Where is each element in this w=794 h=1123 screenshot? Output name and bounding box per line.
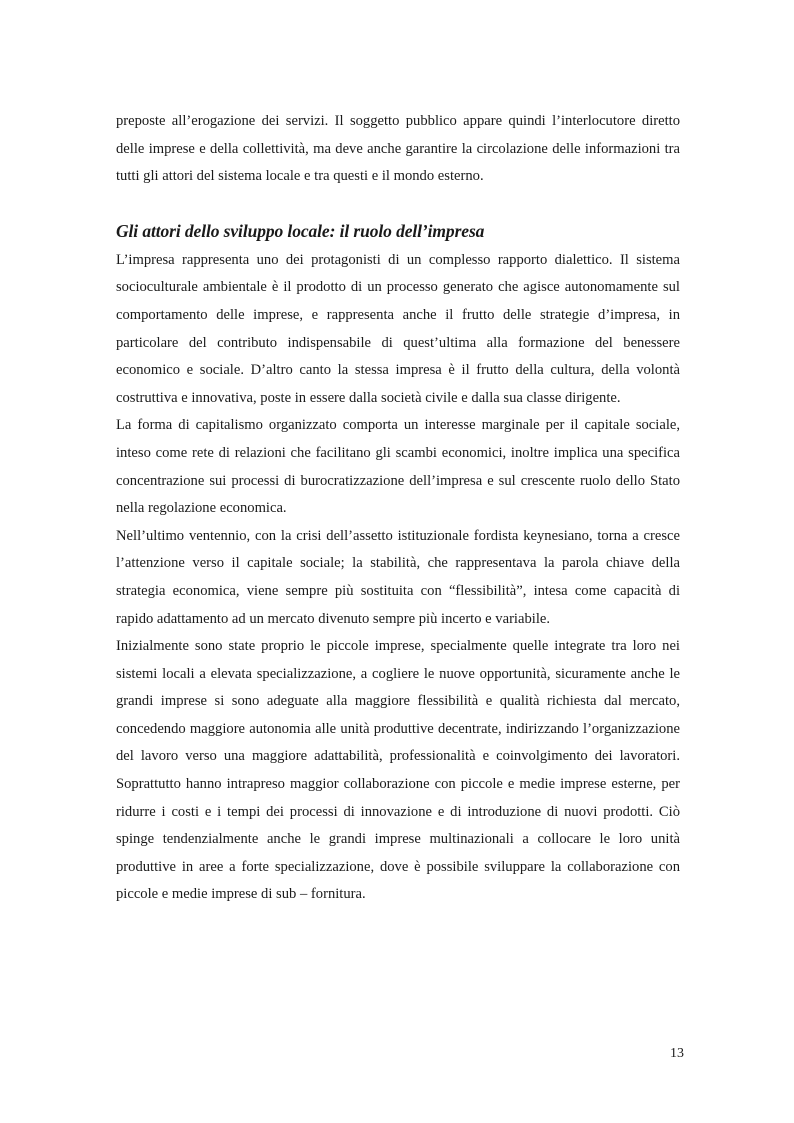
document-page (116, 108, 680, 909)
page-number: 13 (670, 1046, 684, 1061)
body-paragraph: L’impresa rappresenta uno dei protagonisti di un complesso rapporto dialettico. Il sistema socioculturale ambientale è il prodotto di un processo generato che agisce autonomamente sul comportamento delle imprese, e rappresenta anche il frutto delle strategie d’impresa, in particolare del contributo indispensabile di quest’ultima alla formazione del benessere economico e sociale. D’altro canto la stessa impresa è il frutto della cultura, della volontà costruttiva e innovativa, poste in essere dalla società civile e dalla sua classe dirigente. (116, 251, 680, 406)
body-paragraph: Inizialmente sono state proprio le piccole imprese, specialmente quelle integrate tra loro nei sistemi locali a elevata specializzazione, a cogliere le nuove opportunità, sicuramente anche le grandi imprese si sono adeguate alla maggiore flessibilità e qualità richiesta dal mercato, concedendo maggiore autonomia alle unità produttive decentrate, indirizzando l’organizzazione del lavoro verso una maggiore adattabilità, professionalità e coinvolgimento dei lavoratori. Soprattutto hanno intrapreso maggior collaborazione con piccole e medie imprese esterne, per ridurre i costi e i tempi dei processi di innovazione e di introduzione di nuovi prodotti. Ciò spinge tendenzialmente anche le grandi imprese multinazionali a collocare le loro unità produttive in aree a forte specializzazione, dove è possibile sviluppare la collaborazione con piccole e medie imprese di sub – fornitura. (116, 638, 680, 903)
intro-paragraph: preposte all’erogazione dei servizi. Il soggetto pubblico appare quindi l’interlocutore diretto delle imprese e della collettività, ma deve anche garantire la circolazione delle informazioni tra tutti gli attori del sistema locale e tra questi e il mondo esterno. (116, 113, 680, 185)
section-heading: Gli attori dello sviluppo locale: il ruolo dell’impresa (116, 220, 485, 241)
body-paragraph: La forma di capitalismo organizzato comporta un interesse marginale per il capitale sociale, inteso come rete di relazioni che facilitano gli scambi economici, inoltre implica una specifica concentrazione sui processi di burocratizzazione dell’impresa e sul crescente ruolo dello Stato nella regolazione economica. (116, 417, 680, 517)
body-paragraph: Nell’ultimo ventennio, con la crisi dell’assetto istituzionale fordista keynesiano, torna a cresce l’attenzione verso il capitale sociale; la stabilità, che rappresentava la parola chiave della strategia economica, viene sempre più sostituita con “flessibilità”, intesa come capacità di rapido adattamento ad un mercato divenuto sempre più incerto e variabile. (116, 527, 680, 627)
